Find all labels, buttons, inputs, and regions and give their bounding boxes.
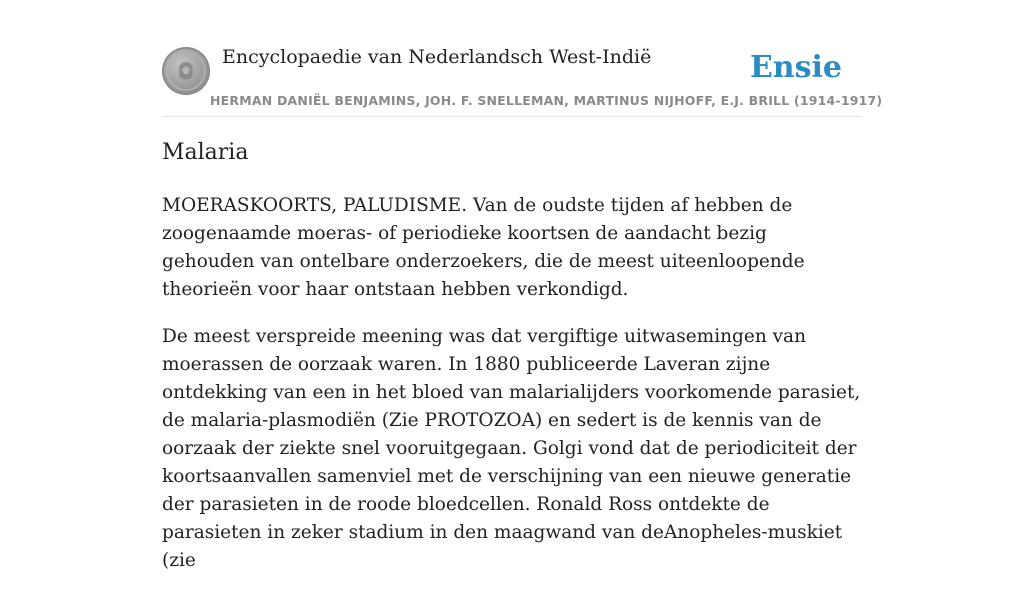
brand-logo-link[interactable]: Ensie (749, 50, 842, 85)
article-paragraph: MOERASKOORTS, PALUDISME. Van de oudste tijden af hebben de zoogenaamde moeras- of periodieke koortsen de aandacht bezig gehouden van ontelbare onderzoekers, die de meest uiteenloopende theorieën voor haar ontstaan hebben verkondigd. (162, 195, 805, 300)
lion-crest-icon (162, 47, 210, 95)
article-body (162, 192, 862, 594)
book-title[interactable]: Encyclopaedie van Nederlandsch West-Indië (222, 46, 652, 68)
article-paragraph: De meest verspreide meening was dat vergiftige uitwasemingen van moerassen de oorzaak waren. In 1880 publiceerde Laveran zijne ontdekking van een in het bloed van malarialijders voorkomende parasiet, de malaria-plasmodiën (Zie PROTOZOA) en sedert is de kennis van de oorzaak der ziekte snel vooruitgegaan. Golgi vond dat de periodiciteit der koortsaanvallen samenviel met de verschijning van een nieuwe generatie der parasieten in de roode bloedcellen. Ronald Ross ontdekte de parasieten in zeker stadium in den maagwand van deAnopheles-muskiet (zie (162, 326, 861, 571)
authors-line: HERMAN DANIËL BENJAMINS, JOH. F. SNELLEMAN, MARTINUS NIJHOFF, E.J. BRILL (1914-1917) (210, 93, 883, 108)
article-title: Malaria (162, 140, 249, 165)
header (162, 40, 883, 117)
coin-emblem-icon[interactable] (162, 47, 210, 95)
